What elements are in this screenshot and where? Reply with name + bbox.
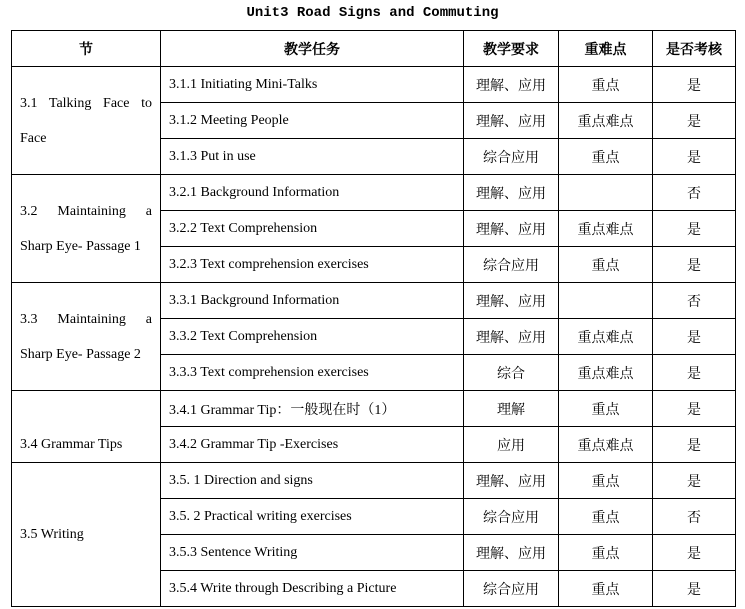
header-difficulty: 重难点 xyxy=(559,31,653,67)
task-cell: 3.2.2 Text Comprehension xyxy=(161,211,464,247)
task-cell: 3.1.3 Put in use xyxy=(161,139,464,175)
task-cell: 3.4.1 Grammar Tip：一般现在时（1） xyxy=(161,391,464,427)
requirement-cell: 理解、应用 xyxy=(464,103,559,139)
requirement-cell: 应用 xyxy=(464,427,559,463)
difficulty-cell: 重点 xyxy=(559,391,653,427)
difficulty-cell: 重点难点 xyxy=(559,427,653,463)
table-row xyxy=(12,175,736,211)
header-assessed: 是否考核 xyxy=(653,31,736,67)
course-table xyxy=(11,30,736,607)
header-section: 节 xyxy=(12,31,161,67)
assessed-cell: 是 xyxy=(653,103,736,139)
difficulty-cell: 重点难点 xyxy=(559,211,653,247)
requirement-cell: 理解 xyxy=(464,391,559,427)
requirement-cell: 理解、应用 xyxy=(464,463,559,499)
difficulty-cell: 重点 xyxy=(559,67,653,103)
task-cell: 3.3.3 Text comprehension exercises xyxy=(161,355,464,391)
requirement-cell: 理解、应用 xyxy=(464,211,559,247)
section-cell: 3.3 Maintaining a Sharp Eye- Passage 2 xyxy=(12,283,161,391)
assessed-cell: 是 xyxy=(653,535,736,571)
requirement-cell: 理解、应用 xyxy=(464,319,559,355)
difficulty-cell: 重点 xyxy=(559,463,653,499)
task-cell: 3.3.2 Text Comprehension xyxy=(161,319,464,355)
task-cell: 3.1.1 Initiating Mini-Talks xyxy=(161,67,464,103)
requirement-cell: 综合应用 xyxy=(464,571,559,607)
assessed-cell: 否 xyxy=(653,283,736,319)
table-row xyxy=(12,283,736,319)
task-cell: 3.5.3 Sentence Writing xyxy=(161,535,464,571)
assessed-cell: 是 xyxy=(653,355,736,391)
section-cell: 3.2 Maintaining a Sharp Eye- Passage 1 xyxy=(12,175,161,283)
difficulty-cell: 重点 xyxy=(559,499,653,535)
table-row xyxy=(12,391,736,427)
section-cell: 3.4 Grammar Tips xyxy=(12,391,161,463)
difficulty-cell: 重点 xyxy=(559,571,653,607)
table-row xyxy=(12,67,736,103)
task-cell: 3.2.1 Background Information xyxy=(161,175,464,211)
difficulty-cell: 重点 xyxy=(559,247,653,283)
header-requirement: 教学要求 xyxy=(464,31,559,67)
difficulty-cell: 重点难点 xyxy=(559,103,653,139)
task-cell: 3.2.3 Text comprehension exercises xyxy=(161,247,464,283)
difficulty-cell: 重点 xyxy=(559,139,653,175)
requirement-cell: 综合应用 xyxy=(464,499,559,535)
task-cell: 3.1.2 Meeting People xyxy=(161,103,464,139)
task-cell: 3.4.2 Grammar Tip -Exercises xyxy=(161,427,464,463)
requirement-cell: 综合应用 xyxy=(464,139,559,175)
task-cell: 3.5. 2 Practical writing exercises xyxy=(161,499,464,535)
requirement-cell: 理解、应用 xyxy=(464,175,559,211)
assessed-cell: 是 xyxy=(653,319,736,355)
assessed-cell: 否 xyxy=(653,499,736,535)
assessed-cell: 是 xyxy=(653,247,736,283)
difficulty-cell: 重点难点 xyxy=(559,319,653,355)
assessed-cell: 是 xyxy=(653,211,736,247)
section-cell: 3.1 Talking Face to Face xyxy=(12,67,161,175)
assessed-cell: 是 xyxy=(653,463,736,499)
document-title: Unit3 Road Signs and Commuting xyxy=(246,5,499,21)
difficulty-cell xyxy=(559,283,653,319)
requirement-cell: 综合 xyxy=(464,355,559,391)
task-cell: 3.5. 1 Direction and signs xyxy=(161,463,464,499)
assessed-cell: 是 xyxy=(653,67,736,103)
section-cell: 3.5 Writing xyxy=(12,463,161,607)
difficulty-cell: 重点难点 xyxy=(559,355,653,391)
difficulty-cell xyxy=(559,175,653,211)
assessed-cell: 是 xyxy=(653,571,736,607)
assessed-cell: 是 xyxy=(653,427,736,463)
assessed-cell: 是 xyxy=(653,391,736,427)
requirement-cell: 综合应用 xyxy=(464,247,559,283)
header-row xyxy=(12,31,736,67)
header-task: 教学任务 xyxy=(161,31,464,67)
task-cell: 3.3.1 Background Information xyxy=(161,283,464,319)
assessed-cell: 否 xyxy=(653,175,736,211)
task-cell: 3.5.4 Write through Describing a Picture xyxy=(161,571,464,607)
assessed-cell: 是 xyxy=(653,139,736,175)
requirement-cell: 理解、应用 xyxy=(464,283,559,319)
requirement-cell: 理解、应用 xyxy=(464,535,559,571)
requirement-cell: 理解、应用 xyxy=(464,67,559,103)
difficulty-cell: 重点 xyxy=(559,535,653,571)
table-row xyxy=(12,463,736,499)
